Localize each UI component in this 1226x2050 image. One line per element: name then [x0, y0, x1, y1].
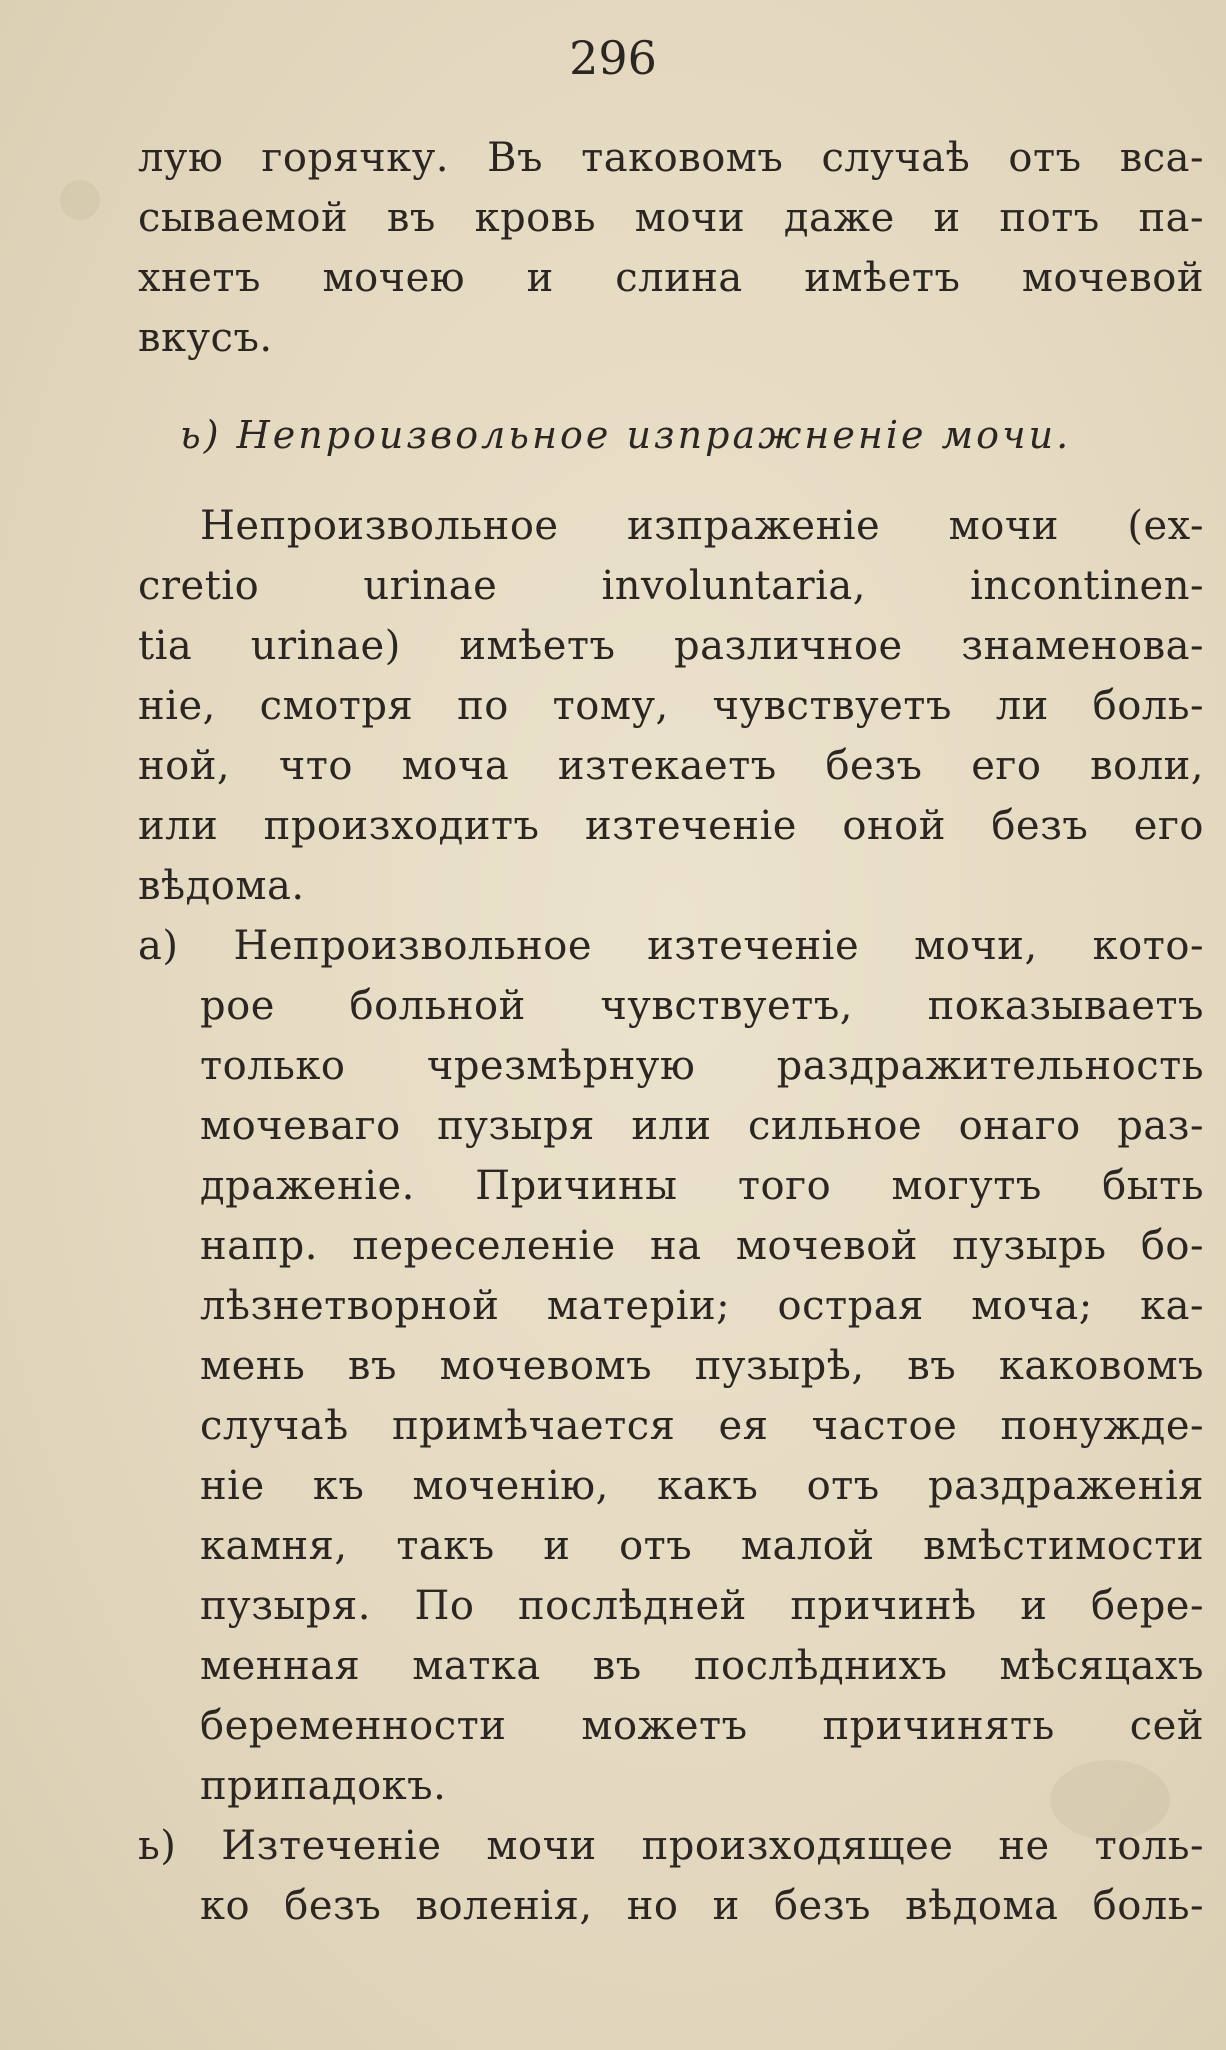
list-item-a-line: мень въ мочевомъ пузырѣ, въ каковомъ — [200, 1343, 1204, 1389]
text-line: сываемой въ кровь мочи даже и потъ па- — [138, 195, 1204, 241]
text-line: ной, что моча изтекаетъ безъ его воли, — [138, 743, 1204, 789]
text-line: хнетъ мочею и слина имѣетъ мочевой — [138, 255, 1204, 301]
list-item-a-line: камня, такъ и отъ малой вмѣстимости — [200, 1523, 1204, 1569]
text-line: tia urinae) имѣетъ различное знаменова- — [138, 623, 1204, 669]
list-item-a-line: напр. переселеніе на мочевой пузырь бо- — [200, 1223, 1204, 1269]
list-item-a-line: случаѣ примѣчается ея частое понужде- — [200, 1403, 1204, 1449]
list-item-a-line: драженіе. Причины того могутъ быть — [200, 1163, 1204, 1209]
text-line: cretio urinae involuntaria, incontinen- — [138, 563, 1204, 609]
list-item-a-line: лѣзнетворной матеріи; острая моча; ка- — [200, 1283, 1204, 1329]
list-item-a-line: беременности можетъ причинять сей — [200, 1703, 1204, 1749]
text-line: лую горячку. Въ таковомъ случаѣ отъ вса- — [138, 135, 1204, 181]
text-line: вѣдома. — [138, 863, 305, 909]
list-item-a-line: а) Непроизвольное изтеченіе мочи, кото- — [138, 923, 1204, 969]
list-item-a-line: рое больной чувствуетъ, показываетъ — [200, 983, 1204, 1029]
list-item-a-line: припадокъ. — [200, 1763, 447, 1809]
list-item-a-line: только чрезмѣрную раздражительность — [200, 1043, 1204, 1089]
text-line: Непроизвольное изпраженіе мочи (ex- — [200, 503, 1204, 549]
list-item-a-line: пузыря. По послѣдней причинѣ и бере- — [200, 1583, 1204, 1629]
text-line: или произходитъ изтеченіе оной безъ его — [138, 803, 1204, 849]
text-line: ніе, смотря по тому, чувствуетъ ли боль- — [138, 683, 1204, 729]
list-item-a-line: менная матка въ послѣднихъ мѣсяцахъ — [200, 1643, 1204, 1689]
paper-stain — [60, 180, 100, 220]
section-subheading: ь) Непроизвольное изпражненіе мочи. — [180, 413, 1072, 457]
list-item-b-line: ь) Изтеченіе мочи произходящее не толь- — [138, 1823, 1204, 1869]
text-line: вкусъ. — [138, 315, 273, 361]
list-item-b-line: ко безъ воленія, но и безъ вѣдома боль- — [200, 1883, 1204, 1929]
list-item-a-line: мочеваго пузыря или сильное онаго раз- — [200, 1103, 1204, 1149]
list-item-a-line: ніе къ моченію, какъ отъ раздраженія — [200, 1463, 1204, 1509]
page-number: 296 — [569, 31, 657, 85]
